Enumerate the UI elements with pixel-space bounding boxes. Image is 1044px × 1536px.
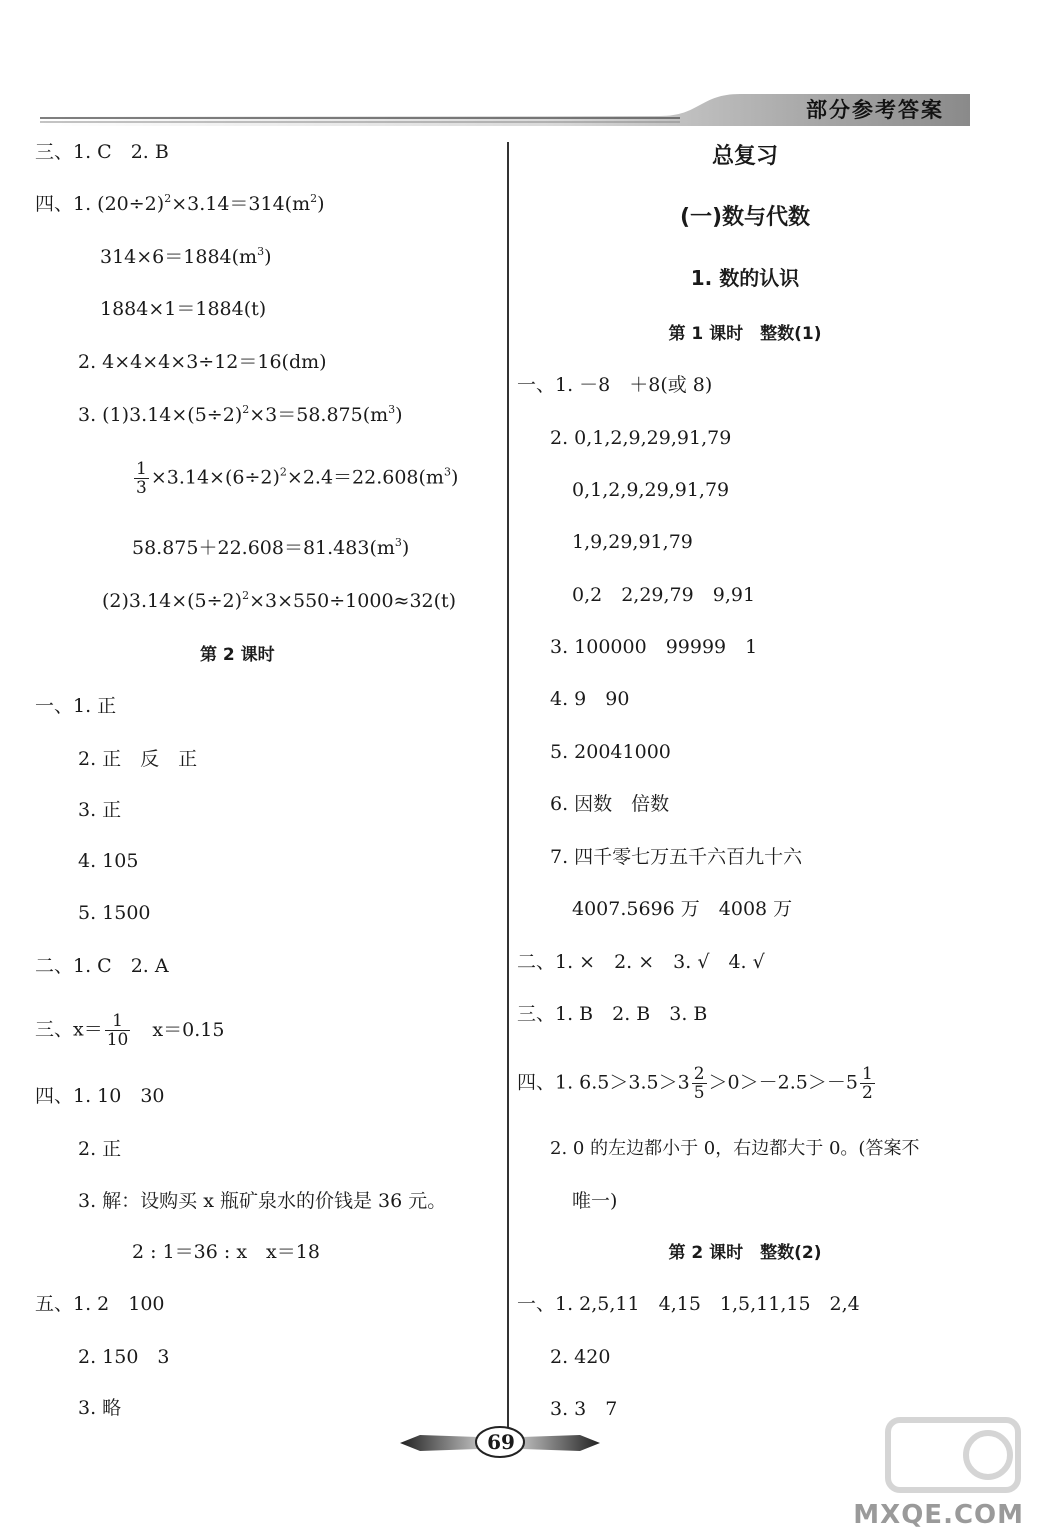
answer-line: 0,1,2,9,29,91,79 [572,479,730,501]
answer-line: 一、1. 2,5,11 4,15 1,5,11,15 2,4 [517,1293,860,1315]
answer-line: 2. 0 的左边都小于 0，右边都大于 0。(答案不 [550,1138,920,1159]
answer-line: 5. 20041000 [550,741,671,763]
answer-line: 三、x＝ $\frac{1}{10}$ x＝0.15 [35,1011,225,1050]
answer-line: 3. $(1)3.14\times(5\div 2)^2\times 3=58.875(m^3)$ [78,403,403,426]
answer-line: 2 : 1＝36 : x x＝18 [132,1241,320,1263]
answer-line: 四、1. 6.5＞3.5＞3 $\frac{2}{5}$ ＞0＞－2.5＞－5 $\frac{1}{2}$ [517,1064,873,1103]
answer-line: 3. 略 [78,1397,122,1419]
answer-line: 五、1. 2 100 [35,1293,165,1315]
page-number: 69 [487,1430,515,1454]
answer-line: 二、1. × 2. × 3. √ 4. √ [517,951,765,973]
header-title: 部分参考答案 [806,98,944,122]
watermark-text: MXQE.COM [853,1500,1024,1530]
column-divider [507,142,509,1432]
answer-line: $58.875+22.608=81.483(m^3)$ [132,536,410,559]
answer-line: $(2)3.14\times(5\div 2)^2\times 3\times 550\div 1000\approx 32(t)$ [102,589,457,612]
answer-line: 2. 正 反 正 [78,748,198,770]
answer-line: 三、1. C 2. B [35,141,169,163]
answer-line: 唯一) [572,1190,618,1212]
answer-line: 4. 9 90 [550,688,630,710]
lesson-heading: 第 2 课时 整数(2) [668,1243,822,1263]
answer-line: 2. 正 [78,1138,122,1160]
answer-line: 7. 四千零七万五千六百九十六 [550,846,803,868]
lesson-heading: 第 2 课时 [200,645,275,665]
answer-line: 3. 解：设购买 x 瓶矿泉水的价钱是 36 元。 [78,1190,447,1212]
answer-line: 2. 0,1,2,9,29,91,79 [550,427,732,449]
fraction: $\frac{1}{3}$ [136,459,147,498]
lesson-heading: 第 1 课时 整数(1) [668,324,822,344]
answer-line: 四、1. 10 30 [35,1085,165,1107]
answer-line: 一、1. －8 ＋8(或 8) [517,374,713,396]
answer-line: 3. 3 7 [550,1398,618,1420]
answer-line: 2. 420 [550,1346,611,1368]
answer-line: 二、1. C 2. A [35,955,169,977]
section-heading: 1. 数的认识 [690,266,800,290]
answer-line: 一、1. 正 [35,695,117,717]
answer-line: 1884×1＝1884(t) [100,298,267,320]
answer-line: 2. 150 3 [78,1346,170,1368]
section-subtitle: (一)数与代数 [679,205,811,230]
answer-line: 5. 1500 [78,902,151,924]
fraction: $\frac{2}{5}$ [693,1064,705,1103]
fraction: $\frac{1}{2}$ [861,1064,873,1103]
answer-line: 4007.5696 万 4008 万 [572,898,793,920]
section-title: 总复习 [711,144,778,169]
fraction: $\frac{1}{10}$ [106,1011,129,1050]
answer-line: 2. 4×4×4×3÷12＝16(dm) [78,351,327,373]
answer-line: 1,9,29,91,79 [572,531,693,553]
answer-line: $\frac{1}{3}$ $\times 3.14\times(6\div 2)^2\times 2.4=22.608(m^3)$ [136,459,459,498]
answer-line: 6. 因数 倍数 [550,793,670,815]
answer-line: 0,2 2,29,79 9,91 [572,584,756,606]
answer-line: 4. 105 [78,850,139,872]
answer-line: 3. 100000 99999 1 [550,636,758,658]
answer-line: $314\times 6=1884(m^3)$ [100,245,272,268]
answer-line: 三、1. B 2. B 3. B [517,1003,708,1025]
answer-line: 3. 正 [78,799,122,821]
answer-line: 四、1. $(20\div 2)^2\times 3.14=314(m^2)$ [35,192,325,215]
